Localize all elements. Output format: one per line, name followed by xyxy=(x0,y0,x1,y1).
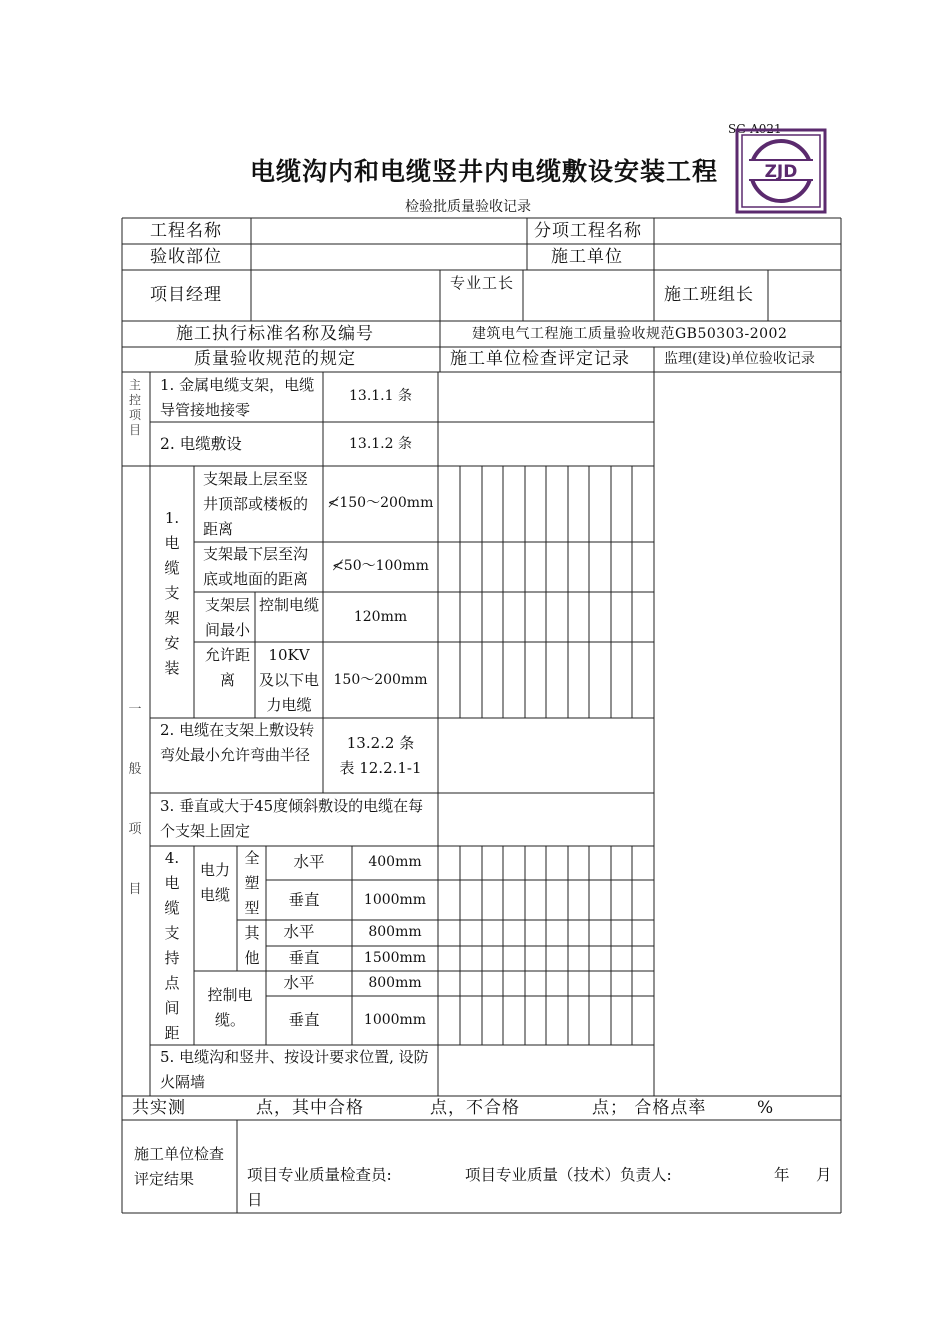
other-label: 其他 xyxy=(244,924,260,967)
bend-ref: 13.2.2 条 表 12.2.1-1 xyxy=(339,734,422,777)
main-item-1-ref: 13.1.1 条 xyxy=(349,388,412,404)
main-item-2-ref: 13.1.2 条 xyxy=(349,436,412,452)
page-title: 电缆沟内和电缆竖井内电缆敷设安装工程 xyxy=(250,157,719,186)
sub-project-label: 分项工程名称 xyxy=(534,221,642,241)
general-items-label: 一般项目 xyxy=(128,702,142,897)
layer-distance-label: 支架层间最小允许距离 xyxy=(205,596,251,689)
support-group-label: 1.电缆支架安装 xyxy=(164,509,180,677)
power-cable-value: 150～200mm xyxy=(333,672,428,688)
construction-unit-label: 施工单位 xyxy=(551,247,623,267)
specialty-foreman-label: 专业工长 xyxy=(449,274,514,292)
year-label: 年 xyxy=(774,1166,790,1184)
ctrl-horizontal-value: 800mm xyxy=(368,975,422,991)
full-plastic-label: 全塑型 xyxy=(244,849,260,917)
inspector-label: 项目专业质量检查员: xyxy=(247,1166,392,1184)
summary-percent: % xyxy=(757,1098,775,1118)
power-cable-label: 10KV 及以下电力电缆 xyxy=(259,646,320,714)
other-vertical-label: 垂直 xyxy=(288,949,320,967)
fp-vertical-value: 1000mm xyxy=(363,892,427,908)
bottom-distance-label: 支架最下层至沟底或地面的距离 xyxy=(203,545,309,588)
fp-horizontal-value: 400mm xyxy=(368,854,422,870)
summary-rate: 点； 合格点率 xyxy=(592,1098,707,1118)
day-label: 日 xyxy=(247,1191,263,1209)
result-label: 施工单位检查评定结果 xyxy=(134,1145,225,1188)
check-header: 施工单位检查评定记录 xyxy=(450,349,630,369)
fire-wall-item: 5. 电缆沟和竖井、按设计要求位置, 设防火隔墙 xyxy=(160,1048,429,1091)
standard-value: 建筑电气工程施工质量验收规范GB50303-2002 xyxy=(472,326,788,342)
bottom-distance-value: ≮50～100mm xyxy=(332,558,429,574)
support-point-group: 4.电缆支持点间距 xyxy=(164,849,180,1042)
other-vertical-value: 1500mm xyxy=(363,950,427,966)
standard-label: 施工执行标准名称及编号 xyxy=(176,324,374,344)
main-items-label: 主控项目 xyxy=(128,378,141,437)
acceptance-part-label: 验收部位 xyxy=(150,247,222,267)
ctrl-vertical-label: 垂直 xyxy=(288,1011,320,1029)
logo-text: ZJD xyxy=(764,162,798,182)
main-item-1: 1. 金属电缆支架，电缆导管接地接零 xyxy=(160,376,315,419)
vertical-fix-item: 3. 垂直或大于45度倾斜敷设的电缆在每个支架上固定 xyxy=(160,797,424,840)
control-cable-value: 120mm xyxy=(353,609,408,625)
project-name-label: 工程名称 xyxy=(150,221,222,241)
project-manager-label: 项目经理 xyxy=(150,285,222,305)
summary-qualified: 点，其中合格 xyxy=(256,1098,364,1118)
top-distance-label: 支架最上层至竖井顶部或楼板的距离 xyxy=(203,470,309,538)
summary-unqualified: 点，不合格 xyxy=(430,1098,520,1118)
team-leader-label: 施工班组长 xyxy=(664,285,754,305)
fp-horizontal-label: 水平 xyxy=(293,853,325,871)
page-subtitle: 检验批质量验收记录 xyxy=(405,199,531,215)
responsible-label: 项目专业质量（技术）负责人: xyxy=(465,1166,672,1184)
main-item-2: 2. 电缆敷设 xyxy=(160,435,242,453)
form-code: SG-A021 xyxy=(728,122,782,136)
power-cable-group: 电力电缆 xyxy=(200,861,231,904)
supervision-header: 监理(建设)单位验收记录 xyxy=(664,351,815,367)
spec-header: 质量验收规范的规定 xyxy=(194,349,356,369)
summary-total: 共实测 xyxy=(132,1098,186,1118)
fp-vertical-label: 垂直 xyxy=(288,891,320,909)
other-horizontal-label: 水平 xyxy=(283,923,315,941)
control-cable-label: 控制电缆 xyxy=(259,596,320,614)
other-horizontal-value: 800mm xyxy=(368,924,422,940)
top-distance-value: ≮150～200mm xyxy=(327,495,434,511)
control-cable-group: 控制电缆。 xyxy=(207,986,253,1029)
ctrl-vertical-value: 1000mm xyxy=(363,1012,427,1028)
bend-item: 2. 电缆在支架上敷设转弯处最小允许弯曲半径 xyxy=(160,721,315,764)
month-label: 月 xyxy=(816,1166,832,1184)
ctrl-horizontal-label: 水平 xyxy=(283,974,315,992)
